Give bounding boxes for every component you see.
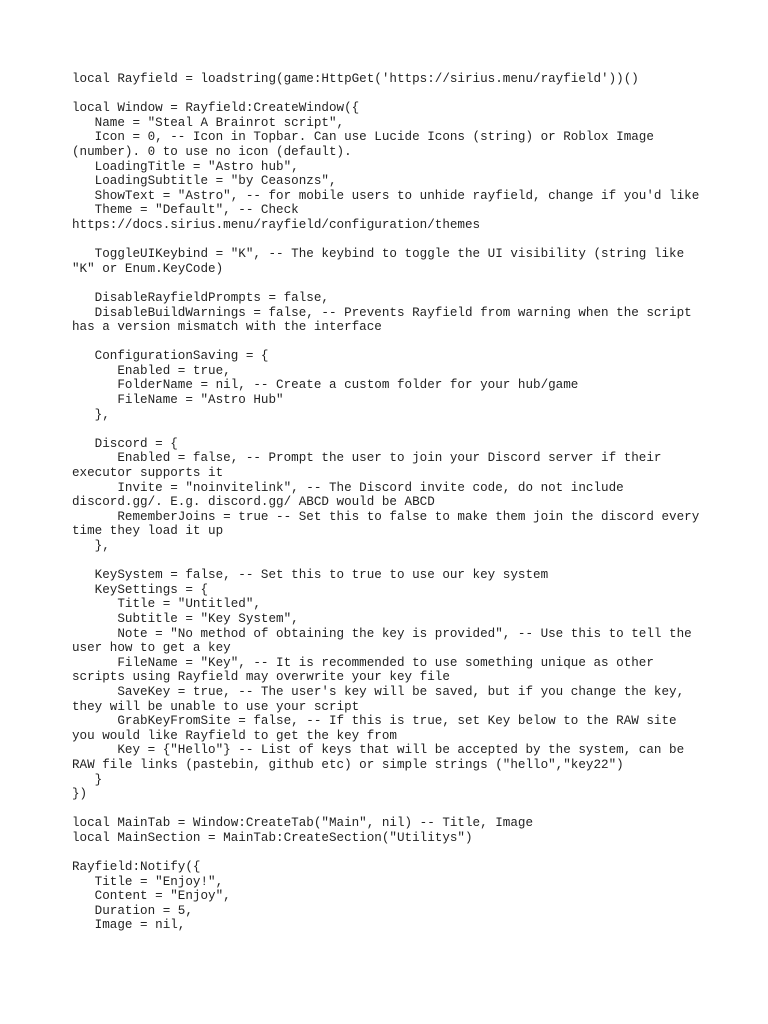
script-text-block	[72, 72, 712, 933]
script-line: ToggleUIKeybind = "K", -- The keybind to toggle the UI visibility (string like	[72, 247, 685, 262]
script-line: user how to get a key	[72, 641, 231, 656]
script-line: "K" or Enum.KeyCode)	[72, 261, 224, 276]
script-line: executor supports it	[72, 466, 224, 481]
script-line	[72, 422, 712, 437]
script-line: Icon = 0, -- Icon in Topbar. Can use Lucide Icons (string) or Roblox Image	[72, 130, 654, 145]
script-line	[72, 554, 712, 569]
script-line: RememberJoins = true -- Set this to false to make them join the discord every	[72, 509, 700, 524]
script-line: FolderName = nil, -- Create a custom folder for your hub/game	[72, 378, 579, 393]
script-line: Duration = 5,	[72, 903, 193, 918]
script-line: local MainTab = Window:CreateTab("Main", nil) -- Title, Image	[72, 816, 534, 831]
script-line: ConfigurationSaving = {	[72, 349, 269, 364]
script-line: SaveKey = true, -- The user's key will be saved, but if you change the key,	[72, 684, 685, 699]
script-line: },	[72, 407, 110, 422]
script-line: local Window = Rayfield:CreateWindow({	[72, 101, 360, 116]
script-line: Discord = {	[72, 436, 178, 451]
script-line: Enabled = true,	[72, 363, 231, 378]
script-line: Subtitle = "Key System",	[72, 611, 299, 626]
script-line: GrabKeyFromSite = false, -- If this is true, set Key below to the RAW site	[72, 714, 677, 729]
script-line: KeySystem = false, -- Set this to true to use our key system	[72, 568, 549, 583]
script-line	[72, 276, 712, 291]
script-line: FileName = "Key", -- It is recommended to use something unique as other	[72, 655, 654, 670]
script-line: Enabled = false, -- Prompt the user to join your Discord server if their	[72, 451, 662, 466]
script-line: })	[72, 787, 88, 802]
script-line	[72, 335, 712, 350]
script-line: you would like Rayfield to get the key from	[72, 728, 397, 743]
script-line: Rayfield:Notify({	[72, 860, 201, 875]
script-line: Image = nil,	[72, 918, 186, 933]
script-line: discord.gg/. E.g. discord.gg/ ABCD would be ABCD	[72, 495, 435, 510]
script-line: },	[72, 539, 110, 553]
script-line: ShowText = "Astro", -- for mobile users to unhide rayfield, change if you'd like	[72, 188, 700, 203]
script-line: KeySettings = {	[72, 582, 209, 597]
script-line: LoadingTitle = "Astro hub",	[72, 159, 299, 174]
script-line: Key = {"Hello"} -- List of keys that will be accepted by the system, can be	[72, 743, 685, 758]
script-line: DisableBuildWarnings = false, -- Prevents Rayfield from warning when the script	[72, 305, 692, 320]
script-line: time they load it up	[72, 524, 224, 539]
script-line	[72, 87, 712, 102]
script-line: DisableRayfieldPrompts = false,	[72, 290, 329, 305]
script-line: https://docs.sirius.menu/rayfield/configuration/themes	[72, 217, 481, 232]
script-line: has a version mismatch with the interface	[72, 320, 382, 335]
script-line	[72, 802, 712, 817]
script-line: FileName = "Astro Hub"	[72, 393, 284, 408]
script-line	[72, 233, 712, 248]
script-line: Title = "Untitled",	[72, 597, 261, 612]
script-line: scripts using Rayfield may overwrite your key file	[72, 670, 450, 685]
script-line: local Rayfield = loadstring(game:HttpGet('https://sirius.menu/rayfield'))()	[72, 72, 639, 86]
script-line: (number). 0 to use no icon (default).	[72, 144, 352, 159]
script-line: local MainSection = MainTab:CreateSection("Utilitys")	[72, 830, 473, 845]
script-line: Title = "Enjoy!",	[72, 874, 224, 889]
script-line: LoadingSubtitle = "by Ceasonzs",	[72, 174, 337, 189]
script-line: Theme = "Default", -- Check	[72, 203, 299, 218]
script-line: Name = "Steal A Brainrot script",	[72, 115, 345, 130]
script-line: Invite = "noinvitelink", -- The Discord invite code, do not include	[72, 480, 624, 495]
script-line: Content = "Enjoy",	[72, 889, 231, 904]
script-line: they will be unable to use your script	[72, 699, 360, 714]
script-line	[72, 845, 712, 860]
script-line: RAW file links (pastebin, github etc) or simple strings ("hello","key22")	[72, 757, 624, 772]
script-line: }	[72, 772, 103, 787]
script-line: Note = "No method of obtaining the key is provided", -- Use this to tell the	[72, 626, 692, 641]
